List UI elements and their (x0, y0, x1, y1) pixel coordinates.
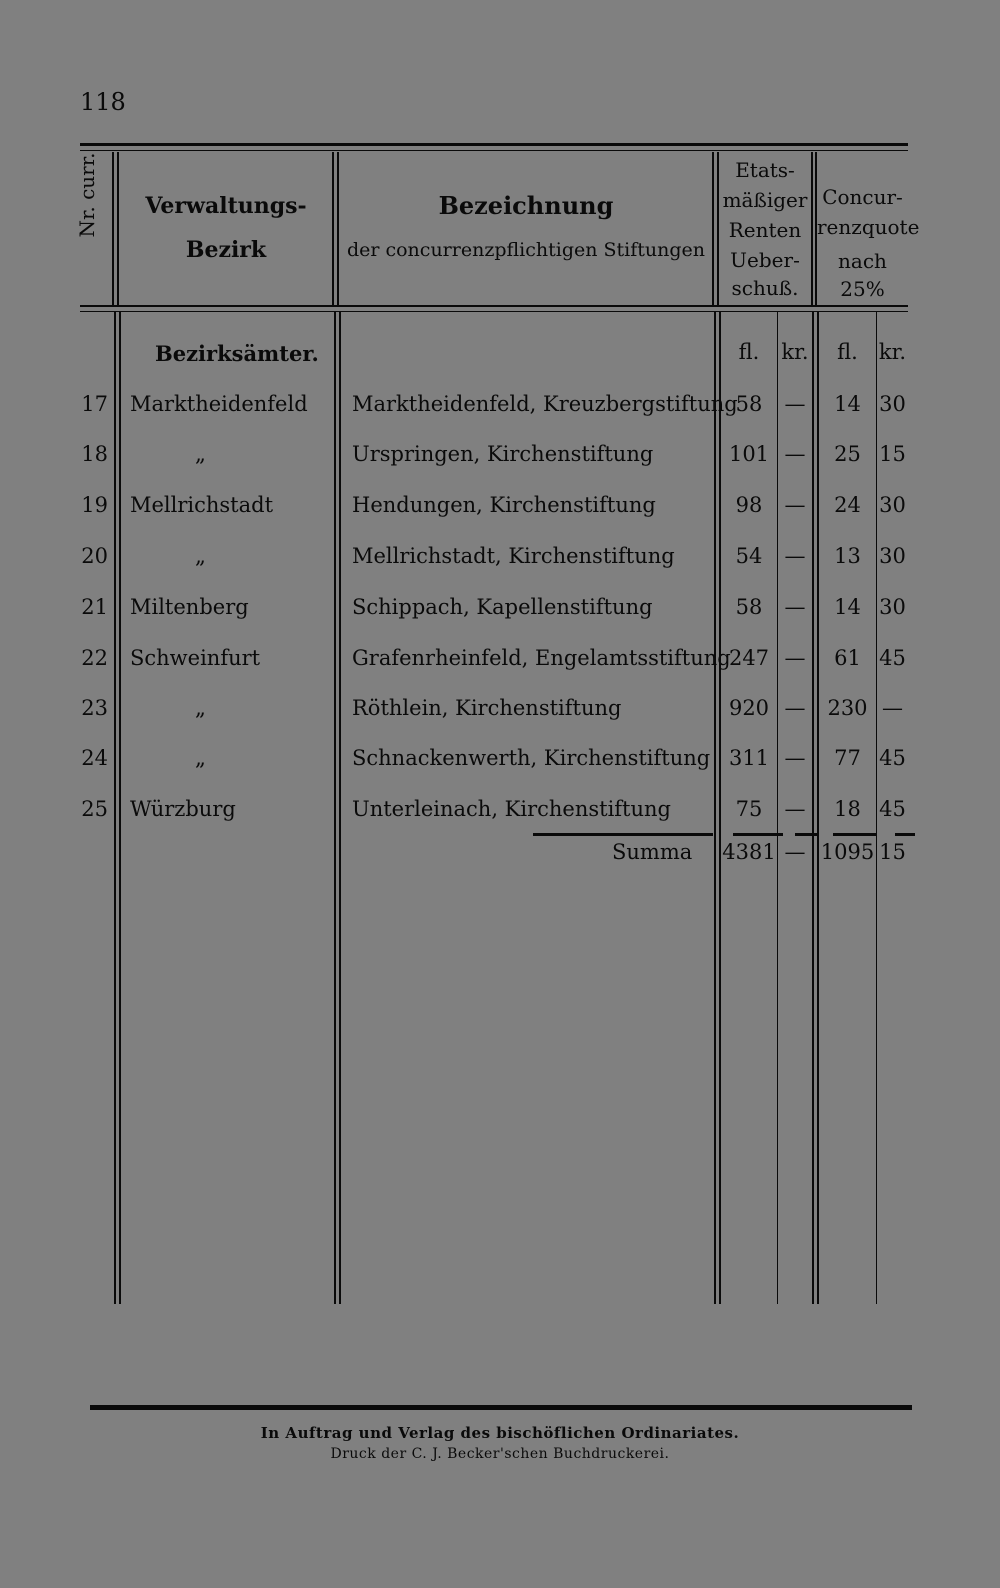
row-kr: — (784, 442, 806, 466)
header-etats-4: Ueber- (730, 248, 800, 272)
row-kr: — (784, 392, 806, 416)
row-nr: 22 (81, 646, 108, 670)
col-divider (119, 312, 121, 1304)
row-bezirk: Schweinfurt (130, 646, 261, 670)
unit-concur-fl: fl. (837, 340, 858, 364)
header-bezirk-line2: Bezirk (185, 237, 267, 263)
row-concur-fl: 18 (834, 797, 861, 821)
row-kr: — (784, 696, 806, 720)
row-fl: 75 (735, 797, 763, 821)
col-divider (337, 152, 339, 305)
col-divider (112, 152, 114, 305)
row-nr: 18 (81, 442, 108, 466)
row-concur-fl: 25 (834, 442, 861, 466)
row-kr: — (784, 544, 806, 568)
sum-rule (833, 833, 877, 836)
row-fl: 98 (735, 493, 763, 517)
row-bezirk: „ (195, 696, 206, 720)
row-stiftung: Schnackenwerth, Kirchenstiftung (352, 746, 711, 770)
header-nr-curr: Nr. curr. (75, 152, 99, 238)
row-kr: — (784, 746, 806, 770)
header-separator-thin (80, 311, 908, 312)
row-bezirk: „ (195, 544, 206, 568)
summa-concur-fl: 1095 (820, 840, 875, 864)
row-concur-fl: 230 (827, 696, 868, 720)
row-concur-fl: 77 (834, 746, 861, 770)
sum-rule (533, 833, 713, 836)
row-nr: 25 (81, 797, 108, 821)
header-concur-1: Concur- (822, 185, 903, 209)
row-fl: 247 (728, 646, 770, 670)
col-divider (334, 312, 336, 1304)
row-nr: 24 (81, 746, 108, 770)
sum-rule (895, 833, 915, 836)
sum-rule (733, 833, 783, 836)
row-concur-fl: 14 (834, 595, 861, 619)
row-kr: — (784, 595, 806, 619)
unit-concur-kr: kr. (878, 340, 907, 364)
summa-label: Summa (612, 840, 693, 864)
row-concur-fl: 24 (834, 493, 861, 517)
header-bezirk-line1: Verwaltungs- (145, 193, 307, 219)
summa-concur-kr: 15 (879, 840, 906, 864)
row-nr: 21 (81, 595, 108, 619)
row-kr: — (784, 797, 806, 821)
row-stiftung: Schippach, Kapellenstiftung (352, 595, 653, 619)
row-concur-kr: 30 (879, 544, 906, 568)
top-rule (80, 143, 908, 146)
row-nr: 19 (81, 493, 108, 517)
row-fl: 101 (728, 442, 770, 466)
page-number: 118 (80, 88, 126, 116)
row-concur-kr: 45 (879, 746, 906, 770)
summa-fl: 4381 (722, 840, 776, 864)
summa-kr: — (784, 840, 806, 864)
row-stiftung: Grafenrheinfeld, Engelamtsstiftung (352, 646, 731, 670)
unit-kr: kr. (781, 340, 809, 364)
footer-rule (90, 1405, 912, 1410)
row-stiftung: Marktheidenfeld, Kreuzbergstiftung (352, 392, 738, 416)
row-kr: — (784, 646, 806, 670)
row-stiftung: Mellrichstadt, Kirchenstiftung (352, 544, 675, 568)
col-divider (117, 152, 119, 305)
col-divider (712, 152, 714, 305)
row-bezirk: Würzburg (130, 797, 236, 821)
header-concur-3: nach 25% (838, 249, 887, 301)
row-bezirk: Miltenberg (130, 595, 249, 619)
row-concur-kr: 30 (879, 392, 906, 416)
row-nr: 17 (81, 392, 108, 416)
row-fl: 311 (728, 746, 770, 770)
row-fl: 54 (735, 544, 763, 568)
footer-publisher: In Auftrag und Verlag des bischöflichen Ordinariates. (260, 1424, 740, 1442)
col-divider (339, 312, 341, 1304)
section-label: Bezirksämter. (155, 341, 319, 366)
header-separator (80, 305, 908, 307)
sum-rule (795, 833, 819, 836)
footer-printer: Druck der C. J. Becker'schen Buchdruckerei. (330, 1446, 670, 1462)
col-divider (114, 312, 116, 1304)
row-nr: 23 (81, 696, 108, 720)
row-concur-fl: 14 (834, 392, 861, 416)
header-bezeichnung-sub: der concurrenzpflichtigen Stiftungen (346, 239, 706, 261)
row-fl: 58 (735, 595, 763, 619)
col-divider (812, 312, 814, 1304)
row-nr: 20 (81, 544, 108, 568)
top-rule-thin (80, 150, 908, 151)
col-divider (714, 312, 716, 1304)
row-stiftung: Unterleinach, Kirchenstiftung (352, 797, 671, 821)
row-concur-kr: 30 (879, 595, 906, 619)
row-stiftung: Röthlein, Kirchenstiftung (352, 696, 622, 720)
row-stiftung: Hendungen, Kirchenstiftung (352, 493, 656, 517)
row-concur-fl: 13 (834, 544, 861, 568)
col-divider (811, 152, 813, 305)
header-etats-5: schuß. (731, 276, 799, 300)
row-concur-kr: 45 (879, 646, 906, 670)
row-bezirk: Marktheidenfeld (130, 392, 308, 416)
header-etats-2: mäßiger (722, 188, 808, 212)
row-bezirk: „ (195, 442, 206, 466)
row-fl: 920 (728, 696, 770, 720)
row-bezirk: „ (195, 746, 206, 770)
header-bezeichnung: Bezeichnung (438, 191, 614, 220)
row-bezirk: Mellrichstadt (130, 493, 274, 517)
col-divider (332, 152, 334, 305)
row-concur-kr: — (882, 696, 903, 720)
header-etats-3: Renten (728, 218, 802, 242)
unit-fl: fl. (738, 340, 760, 364)
row-kr: — (784, 493, 806, 517)
row-concur-kr: 15 (879, 442, 906, 466)
row-fl: 58 (735, 392, 763, 416)
row-concur-kr: 45 (879, 797, 906, 821)
header-etats-1: Etats- (735, 158, 795, 182)
row-concur-kr: 30 (879, 493, 906, 517)
row-stiftung: Urspringen, Kirchenstiftung (352, 442, 654, 466)
header-concur-2: renzquote (817, 215, 920, 239)
row-concur-fl: 61 (834, 646, 861, 670)
